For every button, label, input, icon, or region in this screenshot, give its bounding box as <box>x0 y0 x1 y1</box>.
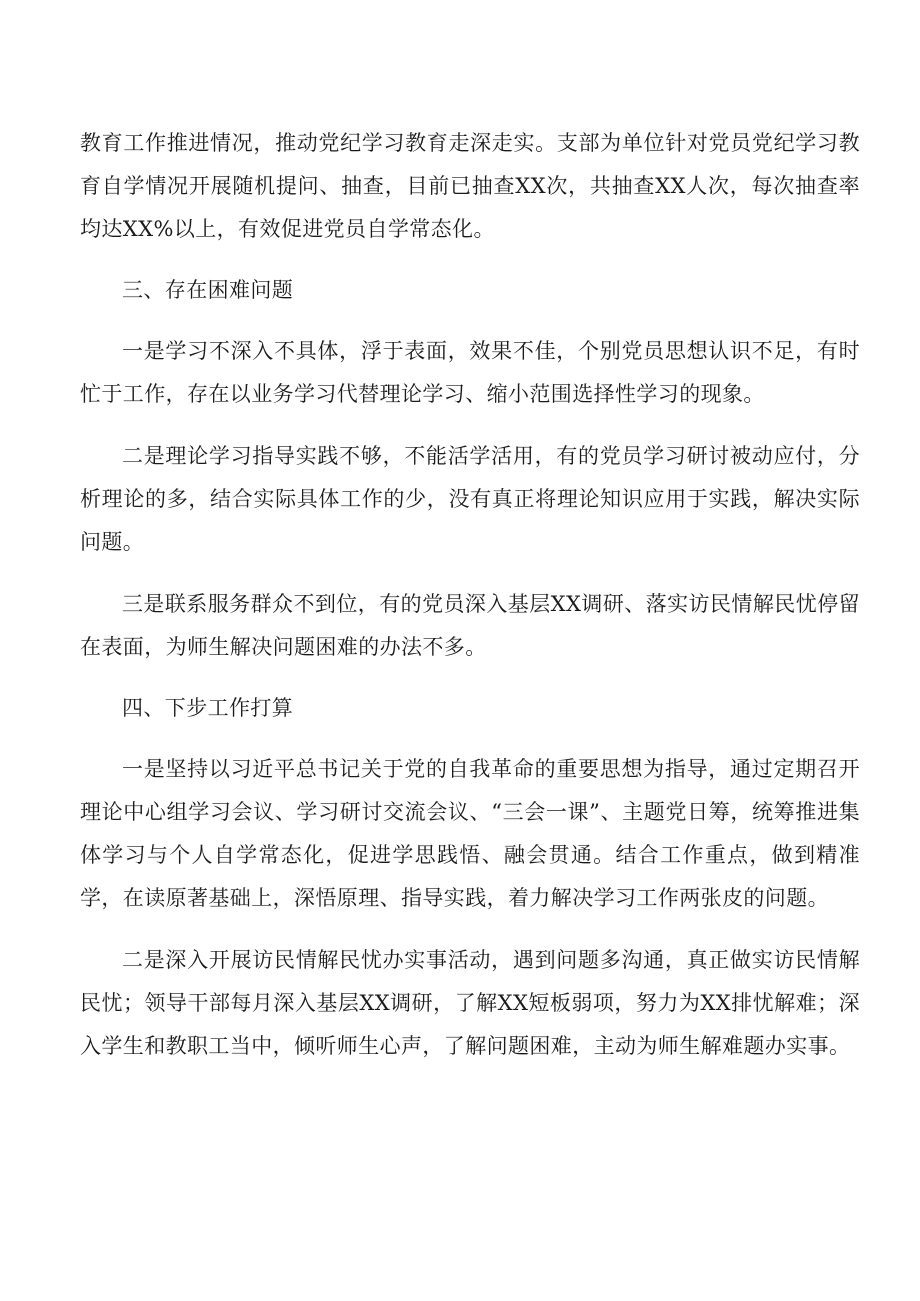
document-body <box>80 122 860 1068</box>
section-heading-problems: 三、存在困难问题 <box>122 278 294 302</box>
problem-paragraph-3: 三是联系服务群众不到位，有的党员深入基层XX调研、落实访民情解民忧停留在表面，为师生解决问题困难的办法不多。 <box>80 592 860 659</box>
section-heading-next-steps: 四、下步工作打算 <box>122 696 294 720</box>
plan-paragraph-1: 一是坚持以习近平总书记关于党的自我革命的重要思想为指导，通过定期召开理论中心组学习会议、学习研讨交流会议、“三会一课”、主题党日筹，统筹推进集体学习与个人自学常态化，促进学思践悟、融会贯通。结合工作重点，做到精准学，在读原著基础上，深悟原理、指导实践，着力解决学习工作两张皮的问题。 <box>80 757 860 910</box>
body-paragraph-continued: 教育工作推进情况，推动党纪学习教育走深走实。支部为单位针对党员党纪学习教育自学情况开展随机提问、抽查，目前已抽查XX次，共抽查XX人次，每次抽查率均达XX%以上，有效促进党员自学常态化。 <box>80 131 860 241</box>
problem-paragraph-1: 一是学习不深入不具体，浮于表面，效果不佳，个别党员思想认识不足，有时忙于工作，存在以业务学习代替理论学习、缩小范围选择性学习的现象。 <box>80 339 860 406</box>
problem-paragraph-2: 二是理论学习指导实践不够，不能活学活用，有的党员学习研讨被动应付，分析理论的多，结合实际具体工作的少，没有真正将理论知识应用于实践，解决实际问题。 <box>80 444 860 554</box>
plan-paragraph-2: 二是深入开展访民情解民忧办实事活动，遇到问题多沟通，真正做实访民情解民忧；领导干部每月深入基层XX调研，了解XX短板弱项，努力为XX排忧解难；深入学生和教职工当中，倾听师生心声，了解问题困难，主动为师生解难题办实事。 <box>80 948 860 1058</box>
